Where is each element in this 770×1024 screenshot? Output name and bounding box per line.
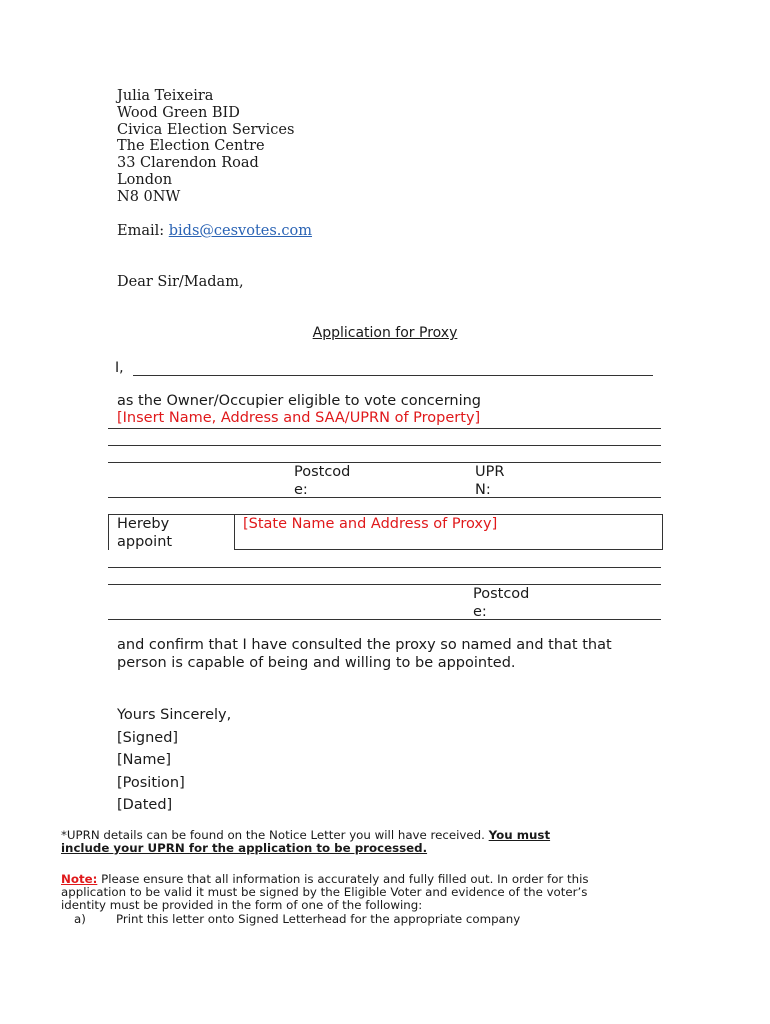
email-link[interactable]: bids@cesvotes.com	[168, 223, 313, 239]
proxy-line-1[interactable]	[108, 567, 661, 568]
address-line: Civica Election Services	[117, 121, 295, 138]
address-line: Julia Teixeira	[117, 88, 214, 104]
email-line	[117, 223, 312, 239]
signed-line[interactable]: [Signed]	[117, 729, 179, 746]
appoint-bottom-rule	[234, 549, 662, 550]
address-line: Wood Green BID	[117, 104, 240, 121]
hereby-appoint-label: Hereby appoint	[117, 516, 173, 550]
property-line-2[interactable]	[108, 445, 661, 446]
address-line: The Election Centre	[117, 138, 265, 155]
property-placeholder[interactable]: [Insert Name, Address and SAA/UPRN of Property]	[117, 410, 481, 426]
property-line-3[interactable]	[108, 462, 661, 463]
dated-line[interactable]: [Dated]	[117, 797, 173, 814]
recipient-address	[117, 88, 294, 206]
appoint-divider	[234, 514, 235, 549]
confirmation-text: and confirm that I have consulted the proxy so named and that that person is capable of being and willing to be appointed.	[117, 637, 612, 671]
uprn-footnote: *UPRN details can be found on the Notice Letter you will have received. You must include your UPRN for the application to be processed.	[61, 828, 551, 856]
address-line: 33 Clarendon Road	[117, 155, 259, 172]
owner-text: as the Owner/Occupier eligible to vote concerning	[117, 393, 482, 409]
note-block: Note: Please ensure that all information is accurately and fully filled out. In order for this application to be valid it must be signed by the Eligible Voter and evidence of the voter’s identity must be provided in the form of one of the following: a) Print this letter onto Signed Letterhead for the appropriate company	[61, 872, 589, 926]
proxy-postcode-label: Postcod e:	[473, 586, 530, 620]
proxy-postcode-line[interactable]	[108, 619, 661, 620]
address-line: London	[117, 171, 173, 188]
postcode-uprn-line[interactable]	[108, 497, 661, 498]
name-line[interactable]: [Name]	[117, 752, 172, 769]
postcode-label: Postcod e:	[294, 464, 351, 498]
i-label: I,	[115, 360, 124, 376]
email-label: Email:	[117, 223, 169, 239]
salutation: Dear Sir/Madam,	[117, 274, 244, 290]
list-marker: a)	[74, 911, 86, 926]
note-label: Note:	[61, 872, 98, 886]
letter-title: Application for Proxy	[312, 325, 458, 341]
voter-name-line[interactable]	[133, 375, 653, 376]
proxy-placeholder[interactable]: [State Name and Address of Proxy]	[243, 516, 498, 532]
proxy-line-2[interactable]	[108, 584, 661, 585]
closing-line: Yours Sincerely,	[117, 707, 232, 723]
address-line: N8 0NW	[117, 188, 181, 205]
uprn-label: UPR N:	[475, 464, 505, 498]
list-item: Print this letter onto Signed Letterhead for the appropriate company	[116, 911, 521, 926]
closing-block	[117, 704, 231, 817]
position-line[interactable]: [Position]	[117, 774, 185, 791]
property-line-1[interactable]	[108, 428, 661, 429]
